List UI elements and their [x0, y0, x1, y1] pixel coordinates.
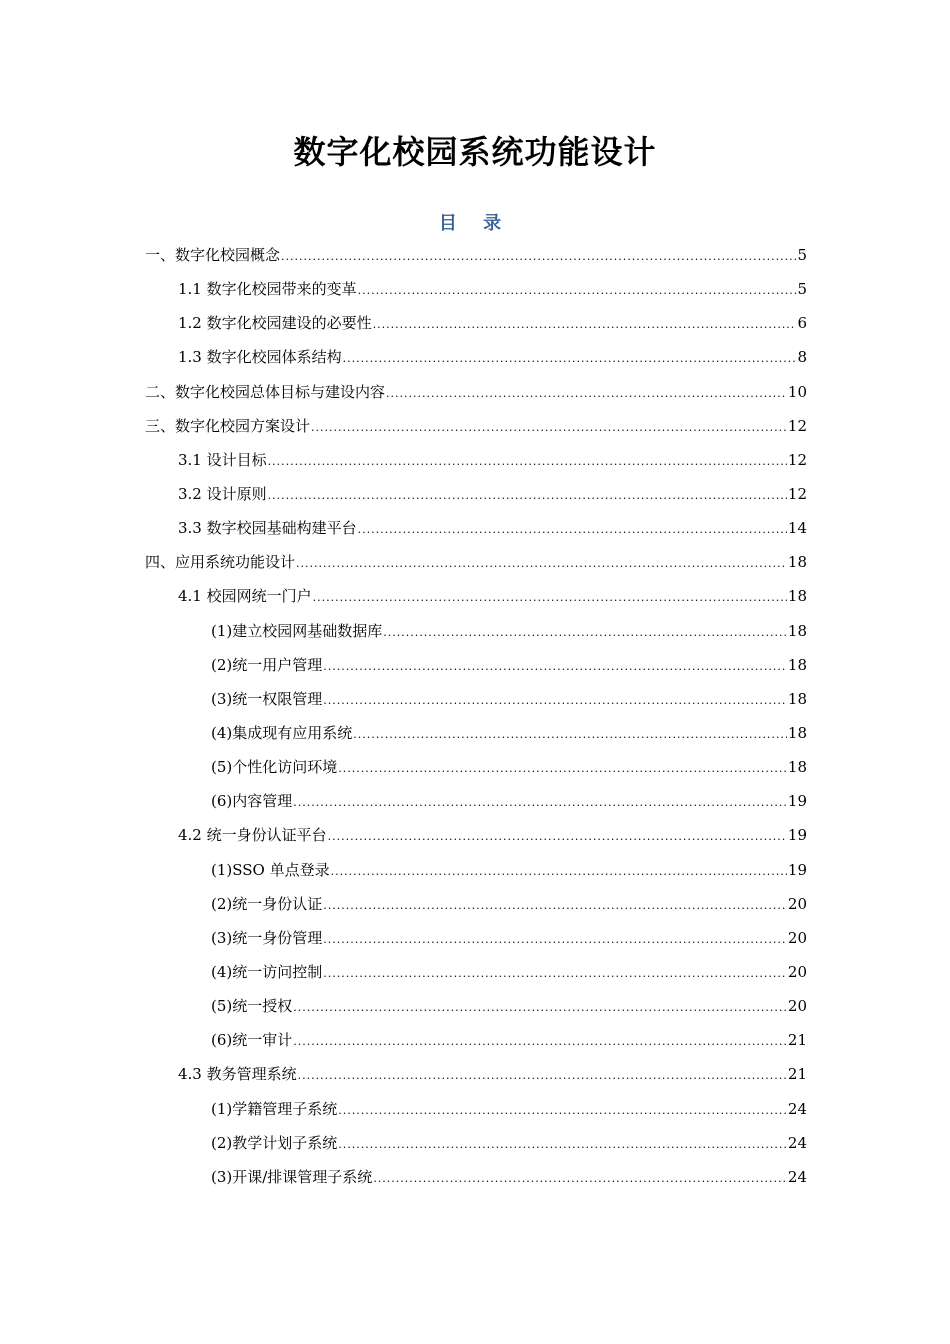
toc-dot-leader	[268, 479, 787, 513]
toc-dot-leader	[358, 513, 787, 547]
toc-entry-page-number: 24	[787, 1133, 807, 1152]
toc-dot-leader	[386, 377, 787, 411]
toc-entry[interactable]	[145, 989, 807, 1023]
toc-entry-page-number: 19	[787, 826, 807, 845]
toc-entry-label: (3)统一权限管理	[211, 689, 323, 708]
toc-entry-page-number: 20	[787, 962, 807, 981]
toc-entry-label: 4.2 统一身份认证平台	[178, 826, 327, 845]
toc-entry-page-number: 12	[787, 484, 807, 503]
toc-entry-label: 4.3 教务管理系统	[178, 1065, 297, 1084]
toc-entry-page-number: 18	[787, 723, 807, 742]
toc-entry[interactable]	[145, 955, 807, 989]
toc-dot-leader	[313, 581, 787, 615]
toc-dot-leader	[373, 1162, 787, 1196]
toc-entry-label: (6)内容管理	[211, 792, 293, 811]
toc-entry-page-number: 21	[787, 1031, 807, 1050]
toc-entry[interactable]	[145, 614, 807, 648]
toc-entry[interactable]	[145, 579, 807, 613]
toc-dot-leader	[353, 718, 787, 752]
toc-dot-leader	[323, 889, 787, 923]
toc-entry[interactable]	[145, 238, 807, 272]
toc-dot-leader	[323, 923, 787, 957]
toc-heading: 目 录	[438, 213, 512, 234]
toc-dot-leader	[343, 342, 797, 376]
toc-entry-page-number: 18	[787, 655, 807, 674]
toc-entry[interactable]	[145, 545, 807, 579]
toc-entry-label: (1)学籍管理子系统	[211, 1099, 338, 1118]
toc-entry-label: 4.1 校园网统一门户	[178, 587, 312, 606]
toc-entry-label: (4)统一访问控制	[211, 962, 323, 981]
toc-entry-label: (2)统一身份认证	[211, 894, 323, 913]
toc-entry-label: 二、数字化校园总体目标与建设内容	[145, 382, 386, 401]
toc-entry[interactable]	[145, 375, 807, 409]
toc-entry-page-number: 18	[787, 758, 807, 777]
toc-entry-label: 3.3 数字校园基础构建平台	[178, 519, 357, 538]
toc-entry-page-number: 6	[797, 314, 807, 333]
toc-entry[interactable]	[145, 818, 807, 852]
toc-entry-page-number: 19	[787, 792, 807, 811]
toc-entry-label: 1.2 数字化校园建设的必要性	[178, 314, 372, 333]
toc-entry-page-number: 18	[787, 621, 807, 640]
toc-dot-leader	[383, 616, 787, 650]
toc-dot-leader	[293, 786, 787, 820]
toc-entry[interactable]	[145, 921, 807, 955]
toc-dot-leader	[373, 308, 797, 342]
toc-entry-page-number: 8	[797, 348, 807, 367]
toc-dot-leader	[298, 1059, 787, 1093]
toc-entry-label: 1.1 数字化校园带来的变革	[178, 280, 357, 299]
toc-entry-page-number: 12	[787, 416, 807, 435]
toc-entry[interactable]	[145, 648, 807, 682]
toc-dot-leader	[323, 650, 787, 684]
toc-entry-page-number: 20	[787, 894, 807, 913]
toc-entry-page-number: 20	[787, 928, 807, 947]
toc-entry[interactable]	[145, 306, 807, 340]
toc-entry-page-number: 19	[787, 860, 807, 879]
toc-entry-page-number: 5	[797, 280, 807, 299]
toc-entry[interactable]	[145, 511, 807, 545]
toc-dot-leader	[323, 957, 787, 991]
toc-entry-page-number: 20	[787, 997, 807, 1016]
toc-entry-label: (1)SSO 单点登录	[211, 860, 330, 879]
toc-entry-label: (5)个性化访问环境	[211, 758, 338, 777]
toc-entry[interactable]	[145, 477, 807, 511]
toc-entry-label: (5)统一授权	[211, 997, 293, 1016]
toc-dot-leader	[328, 820, 787, 854]
toc-dot-leader	[338, 752, 787, 786]
toc-entry[interactable]	[145, 887, 807, 921]
toc-dot-leader	[323, 684, 787, 718]
toc-entry-page-number: 24	[787, 1099, 807, 1118]
toc-entry-page-number: 18	[787, 553, 807, 572]
toc-entry-label: 三、数字化校园方案设计	[145, 416, 311, 435]
toc-dot-leader	[358, 274, 797, 308]
toc-entry-page-number: 5	[797, 246, 807, 264]
toc-entry[interactable]	[145, 409, 807, 443]
toc-entry-page-number: 18	[787, 689, 807, 708]
toc-dot-leader	[293, 991, 787, 1025]
toc-entry-label: (4)集成现有应用系统	[211, 723, 353, 742]
toc-entry-page-number: 18	[787, 587, 807, 606]
toc-entry-page-number: 24	[787, 1167, 807, 1186]
toc-entry-label: (2)教学计划子系统	[211, 1133, 338, 1152]
toc-dot-leader	[338, 1094, 787, 1128]
toc-entry-label: (2)统一用户管理	[211, 655, 323, 674]
toc-entry[interactable]	[145, 716, 807, 750]
toc-entry[interactable]	[145, 853, 807, 887]
toc-entry-page-number: 12	[787, 450, 807, 469]
toc-entry[interactable]	[145, 682, 807, 716]
toc-entry-page-number: 14	[787, 519, 807, 538]
toc-entry-label: (3)开课/排课管理子系统	[211, 1167, 373, 1186]
toc-dot-leader	[281, 240, 796, 274]
toc-entry-label: (6)统一审计	[211, 1031, 293, 1050]
toc-entry-label: 一、数字化校园概念	[145, 246, 281, 264]
toc-entry-page-number: 10	[787, 382, 807, 401]
toc-entry-label: 1.3 数字化校园体系结构	[178, 348, 342, 367]
toc-entry-label: 3.1 设计目标	[178, 450, 267, 469]
toc-entry[interactable]	[145, 443, 807, 477]
toc-entry[interactable]	[145, 340, 807, 374]
toc-dot-leader	[338, 1128, 787, 1162]
toc-entry[interactable]	[145, 1160, 807, 1194]
toc-entry[interactable]	[145, 784, 807, 818]
toc-entry-label: 3.2 设计原则	[178, 484, 267, 503]
toc-entry[interactable]	[145, 1057, 807, 1091]
toc-dot-leader	[311, 411, 787, 445]
toc-entry[interactable]	[145, 272, 807, 306]
toc-dot-leader	[293, 1025, 787, 1059]
toc-entry[interactable]	[145, 1092, 807, 1126]
document-title: 数字化校园系统功能设计	[293, 133, 657, 171]
toc-entry[interactable]	[145, 1023, 807, 1057]
toc-entry-page-number: 21	[787, 1065, 807, 1084]
toc-dot-leader	[268, 445, 787, 479]
toc-dot-leader	[296, 547, 787, 581]
toc-entry-label: (1)建立校园网基础数据库	[211, 621, 383, 640]
toc-entry[interactable]	[145, 1126, 807, 1160]
toc-entry-label: 四、应用系统功能设计	[145, 553, 296, 572]
table-of-contents	[145, 238, 807, 1194]
toc-entry[interactable]	[145, 750, 807, 784]
toc-dot-leader	[331, 855, 787, 889]
toc-entry-label: (3)统一身份管理	[211, 928, 323, 947]
